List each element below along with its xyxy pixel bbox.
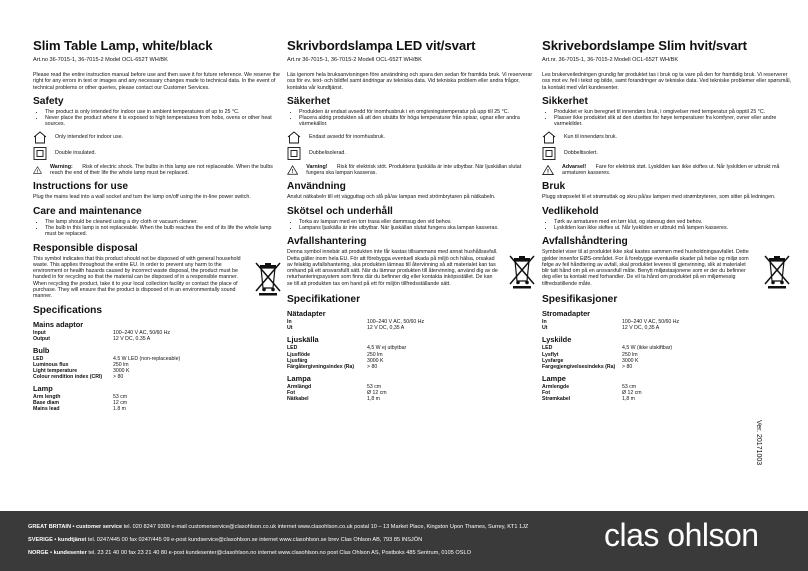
spec-value: 53 cm: [622, 383, 637, 390]
spec-table: [542, 384, 642, 402]
use-heading: Instructions for use: [33, 181, 129, 193]
double-insulated-icon: [33, 147, 47, 160]
safety-heading: Sikkerhet: [542, 95, 588, 107]
care-list: [542, 219, 792, 232]
spec-value: 250 lm: [113, 361, 129, 368]
disposal-heading: Responsible disposal: [33, 242, 138, 254]
product-title: Skrivebordslampe Slim hvit/svart: [542, 38, 747, 53]
article-number: Art.nr 36-7015-1, 36-7015-2 Modell OCL-652T WH/BK: [287, 57, 422, 63]
spec-group-heading: Stromadapter: [542, 309, 591, 319]
spec-table: [287, 345, 406, 369]
indoor-symbol-text: Endast avsedd för inomhusbruk.: [309, 134, 385, 141]
article-number: Art.nr. 36-7015-1, 36-7015-2 Modell OCL-652T WH/BK: [542, 57, 679, 63]
use-heading: Användning: [287, 181, 346, 193]
table-row: [542, 396, 642, 402]
product-title: Slim Table Lamp, white/black: [33, 38, 213, 53]
spec-label: Ut: [542, 325, 548, 332]
use-text: Anslut nätkabeln till ett vägguttag och slå på/av lampan med strömbrytaren på nätkabeln.: [287, 194, 496, 201]
use-heading: Bruk: [542, 181, 566, 193]
spec-label: Lysfarge: [542, 357, 564, 364]
spec-value: 4,5 W ej utbytbar: [367, 345, 407, 352]
list-item: • Produkten är endast avsedd för inomhusbruk i en omgivningstemperatur på upp till 25 °C.: [299, 109, 537, 115]
spec-value: 3000 K: [113, 368, 130, 375]
article-number: Art.no 36-7015-1, 36-7015-2 Model OCL-652T WH/BK: [33, 57, 168, 63]
house-icon: [287, 131, 301, 144]
spec-value: 4.5 W LED (non-replaceable): [113, 355, 181, 362]
intro-text: Läs igenom hela bruksanvisningen före användning och spara den sedan för framtida bruk. Vi reserverar oss för ev. text- och bildfel samt ändringar av tekniska data. Vid tekniska problem eller andra frågor, kontakta vår kundtjänst.: [287, 72, 533, 91]
house-icon: [542, 131, 556, 144]
spec-label: Lysflyt: [542, 351, 559, 358]
care-heading: Care and maintenance: [33, 205, 142, 217]
spec-table: [33, 356, 180, 380]
double-insulated-row: [287, 147, 537, 160]
spec-label: Arm length: [33, 394, 61, 401]
spec-value: 1,8 m: [367, 396, 380, 403]
spec-label: Nätkabel: [287, 396, 309, 403]
list-item: • Produktet er kun beregnet til innendørs bruk, i omgivelser med temperatur på opptil 25 °C.: [554, 109, 792, 115]
spec-table: [542, 345, 672, 369]
spec-value: 100–240 V AC, 50/60 Hz: [622, 319, 680, 326]
indoor-symbol-text: Only intended for indoor use.: [55, 134, 124, 141]
spec-label: Fot: [287, 389, 296, 396]
spec-value: > 80: [113, 374, 124, 381]
list-item: • Lampans ljuskälla är inte utbytbar. När ljuskällan slutat fungera ska lampan kasseras.: [299, 225, 537, 231]
warning-triangle-icon: [287, 164, 298, 176]
warning-text: Warning: Risk of electric shock. The bulbs in this lamp are not replaceable. When the bulbs reach the end of their life the whole lamp must be replaced.: [49, 163, 273, 177]
indoor-symbol-row: [33, 131, 283, 144]
spec-groups: [287, 309, 537, 402]
double-insulated-text: Dubbelisolerad.: [309, 150, 346, 157]
list-item: • The product is only intended for indoor use in ambient temperatures of up to 25 °C.: [45, 109, 283, 115]
list-item: • Plasser ikke produktet slik at den utsettes for høye temperaturer fra komfyrer, ovner eller andre varmekilder.: [554, 115, 792, 128]
house-icon: [33, 131, 47, 144]
spec-group-heading: Lampe: [542, 373, 566, 383]
list-item: • The bulb in this lamp is not replaceable. When the bulb reaches the end of its life the whole lamp must be replaced.: [45, 225, 283, 238]
spec-label: Output: [33, 335, 50, 342]
spec-label: Base diam: [33, 400, 59, 407]
spec-value: 12 V DC, 0,35 A: [367, 325, 405, 332]
spec-group-heading: Lamp: [33, 384, 53, 394]
spec-value: 53 cm: [367, 383, 382, 390]
warning-triangle-icon: [542, 164, 554, 176]
spec-value: 250 lm: [622, 351, 638, 358]
list-item: • Never place the product where it is exposed to high temperatures from hobs, ovens or other heat sources.: [45, 115, 283, 128]
double-insulated-text: Dobbeltisolert.: [564, 150, 598, 157]
safety-list: [542, 109, 792, 128]
double-insulated-icon: [287, 147, 301, 160]
spec-heading: Specifications: [33, 304, 103, 316]
list-item: • The lamp should be cleaned using a dry cloth or vacuum cleaner.: [45, 219, 283, 225]
column-english: [33, 30, 283, 414]
table-row: [33, 406, 127, 412]
double-insulated-row: [33, 147, 283, 160]
spec-label: Ljusflöde: [287, 351, 311, 358]
product-title: Skrivbordslampa LED vit/svart: [287, 38, 476, 53]
intro-text: Les brukerveiledningen grundig før produktet tas i bruk og ta vare på den for framtidig bruk. Vi reserverer oss mot ev. feil i tekst og bilde, samt forandringer av tekniske data. Ved tekniske problemer eller spørsmål, ta kontakt med vårt kundesenter.: [542, 72, 791, 91]
spec-group-heading: Nätadapter: [287, 309, 326, 319]
spec-label: In: [542, 319, 547, 326]
safety-heading: Safety: [33, 95, 64, 107]
spec-label: Armlängd: [287, 383, 312, 390]
table-row: [542, 325, 679, 331]
footer: [0, 511, 808, 571]
column-swedish: [287, 30, 537, 404]
use-text: Plugg strøpselet til et strømuttak og skru på/av lampen med strømbryteren, som sitter på ledningen.: [542, 194, 776, 201]
spec-value: 1.8 m: [113, 406, 126, 413]
spec-groups: [33, 320, 283, 413]
svg-text:!: !: [547, 169, 550, 176]
spec-label: Colour rendition index (CRI): [33, 374, 103, 381]
double-insulated-text: Double insulated.: [55, 150, 96, 157]
spec-value: 100–240 V AC, 50/60 Hz: [367, 319, 425, 326]
footer-line-se: SVERIGE • kundtjänst tel. 0247/445 00 fax 0247/445 09 e-post kundservice@clasohlson.se internet www.clasohlson.se brev Clas Ohlson AB, 793 85 INSJÖN: [28, 537, 423, 543]
table-row: [287, 364, 406, 370]
spec-value: 12 V DC, 0.35 A: [113, 335, 151, 342]
spec-label: Mains lead: [33, 406, 60, 413]
spec-group-heading: Bulb: [33, 345, 50, 355]
spec-label: Fargegjengivelsesindeks (Ra): [542, 363, 616, 370]
footer-line-gb: GREAT BRITAIN • customer service tel. 020 8247 9300 e-mail customerservice@clasohlson.co.uk internet www.clasohlson.co.uk postal 10 – 13 Market Place, Kingston Upon Thames, Surrey, KT1 1JZ: [28, 524, 529, 530]
spec-value: 12 V DC, 0,35 A: [622, 325, 660, 332]
spec-heading: Specifikationer: [287, 294, 361, 306]
version-label: Ver. 20171003: [755, 420, 762, 466]
spec-label: Ut: [287, 325, 293, 332]
spec-group-heading: Ljuskälla: [287, 335, 319, 345]
spec-groups: [542, 309, 792, 402]
spec-label: Ljusfärg: [287, 357, 308, 364]
table-row: [542, 364, 672, 370]
care-list: [287, 219, 537, 232]
spec-value: 12 cm: [113, 400, 128, 407]
spec-table: [542, 319, 679, 331]
table-row: [287, 396, 387, 402]
warning-row: [542, 164, 792, 177]
table-row: [33, 374, 180, 380]
svg-text:!: !: [291, 168, 294, 175]
spec-label: Fot: [542, 389, 551, 396]
care-heading: Vedlikehold: [542, 205, 599, 217]
intro-text: Please read the entire instruction manual before use and then save it for future reference. We reserve the right for any errors in text or images and any necessary changes made to technical data. In the event of technical problems or other queries, please contact our Customer Services.: [33, 72, 280, 91]
spec-label: In: [287, 319, 292, 326]
spec-label: Input: [33, 329, 46, 336]
safety-list: [33, 109, 283, 128]
disposal-section: [287, 249, 537, 289]
use-text: Plug the mains lead into a wall socket and turn the lamp on/off using the in-line power switch.: [33, 194, 251, 201]
table-row: [287, 325, 424, 331]
spec-label: LED: [287, 345, 298, 352]
spec-value: 100–240 V AC, 50/60 Hz: [113, 329, 171, 336]
spec-table: [287, 384, 387, 402]
svg-text:!: !: [36, 168, 39, 174]
spec-label: LED: [542, 345, 553, 352]
care-list: [33, 219, 283, 238]
warning-row: [33, 164, 283, 177]
spec-group-heading: Mains adaptor: [33, 319, 84, 329]
crossed-bin-icon: [762, 253, 792, 289]
spec-label: Armlengde: [542, 383, 570, 390]
spec-value: 3000 K: [367, 357, 384, 364]
double-insulated-icon: [542, 147, 556, 160]
spec-value: Ø 12 cm: [367, 389, 387, 396]
care-heading: Skötsel och underhåll: [287, 205, 393, 217]
spec-value: 250 lm: [367, 351, 383, 358]
spec-value: 3000 K: [622, 357, 639, 364]
spec-table: [33, 330, 170, 342]
indoor-symbol-row: [542, 131, 792, 144]
spec-value: 1,8 m: [622, 396, 635, 403]
disposal-heading: Avfallshåndtering: [542, 236, 628, 248]
warning-row: [287, 164, 537, 177]
indoor-symbol-row: [287, 131, 537, 144]
spec-value: 53 cm: [113, 394, 128, 401]
spec-value: > 80: [622, 363, 633, 370]
safety-list: [287, 109, 537, 128]
spec-value: Ø 12 cm: [622, 389, 642, 396]
spec-label: Luminous flux: [33, 361, 69, 368]
indoor-symbol-text: Kun til innendørs bruk.: [564, 134, 617, 141]
list-item: • Tørk av armaturen med en tørr klut, og støvsug den ved behov.: [554, 219, 792, 225]
disposal-text: Symbolet viser til at produktet ikke skal kastes sammen med husholdningsavfallet. Dette gjelder innenfor EØS-området. For å forebygge eventuelle skader på helse og miljø som følge av feil håndtering av avfall, skal produktet leveres til gjenvinning, slik at materialet blir tatt hånd om på en ansvarsfull måte. Benytt miljøstasjonene som er der du befinner deg eller ta kontakt med forhandler. De vil ta hånd om produktet på en miljømessig tilfredsstillende måte.: [542, 249, 749, 287]
list-item: • Lyskilden kan ikke skiftes ut. Når lyskilden er utbrukt må lampen kasseres.: [554, 225, 792, 231]
warning-triangle-icon: [33, 164, 42, 176]
warning-text: Varning! Risk för elektrisk stöt. Produktens ljuskälla är inte utbytbar. När ljuskällan slutat fungera ska lampan kasseras.: [306, 163, 522, 177]
disposal-text: This symbol indicates that this product should not be disposed of with general household waste. This applies throughout the entire EU. In order to prevent any harm to the environment or health hazards caused by incorrect waste disposal, the product must be handed in for recycling so that the material can be disposed of in a responsible manner. When recycling the product, take it to your local collection facility or contact the place of purchase. They will ensure that the product is disposed of in an environmentally sound manner.: [33, 255, 241, 300]
spec-label: LED: [33, 355, 44, 362]
clas-ohlson-logo: clas ohlson: [604, 517, 759, 553]
spec-table: [287, 319, 424, 331]
disposal-section: [33, 256, 283, 300]
spec-label: Färgåtergivningsindex (Ra): [287, 363, 355, 370]
column-norwegian: [542, 30, 792, 404]
list-item: • Torka av lampan med en torr trasa eller dammsug den vid behov.: [299, 219, 537, 225]
crossed-bin-icon: [507, 253, 537, 289]
spec-label: Strømkabel: [542, 396, 571, 403]
footer-line-no: NORGE • kundesenter tel. 23 21 40 00 fax 23 21 40 80 e-post kundesenter@clasohlson.no internet www.clasohlson.no post Clas Ohlson AS, Postboks 485 Sentrum, 0105 OSLO: [28, 550, 471, 556]
disposal-text: Denna symbol innebär att produkten inte får kastas tillsammans med annat hushållsavfall. Detta gäller inom hela EU. För att förebygga eventuell skada på miljö och hälsa, orsakad av felaktig avfallshantering, ska produkten lämnas till återvinning så att materialet kan tas omhand på ett ansvarsfullt sätt. När du lämnar produkten till återvinning, använd dig av de returhanteringssystem som finns där du befinner dig eller kontakta inköpsstället. De kan se till att produkten tas om hand på ett för miljön tillfredsställande sätt.: [287, 249, 498, 287]
spec-value: > 80: [367, 363, 378, 370]
disposal-heading: Avfallshantering: [287, 236, 367, 248]
double-insulated-row: [542, 147, 792, 160]
spec-group-heading: Lyskilde: [542, 335, 572, 345]
list-item: • Placera aldrig produkten så att den utsätts för höga temperaturer från spisar, ugnar eller andra värmekällor.: [299, 115, 537, 128]
crossed-bin-icon: [253, 260, 283, 296]
spec-table: [33, 394, 127, 412]
spec-value: 4,5 W (ikke utskiftbar): [622, 345, 673, 352]
warning-text: Advarsel! Fare for elektrisk støt. Lyskilden kan ikke skiftes ut. Når lyskilden er utbrukt må armaturen kasseres.: [562, 163, 780, 177]
table-row: [33, 336, 170, 342]
disposal-section: [542, 249, 792, 289]
spec-group-heading: Lampa: [287, 373, 311, 383]
spec-heading: Spesifikasjoner: [542, 294, 618, 306]
spec-label: Light temperature: [33, 368, 78, 375]
safety-heading: Säkerhet: [287, 95, 331, 107]
